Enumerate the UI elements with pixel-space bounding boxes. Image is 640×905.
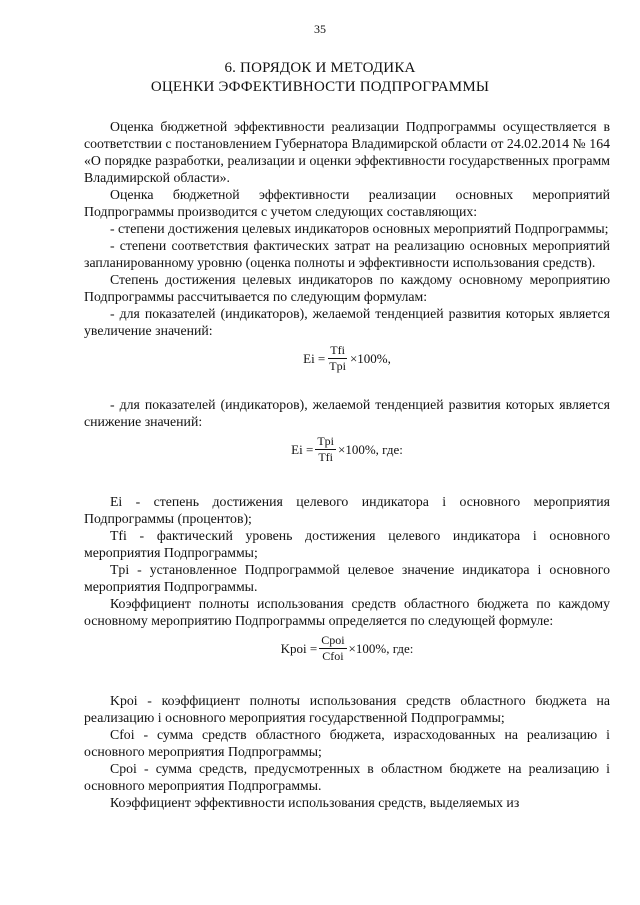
paragraph: - для показателей (индикаторов), желаемой тенденцией развития которых является увеличение значений: <box>84 306 610 338</box>
paragraph: Cfoi - сумма средств областного бюджета, израсходованных на реализацию i основного мероприятия Подпрограммы; <box>84 727 610 759</box>
formula-fraction <box>319 633 346 664</box>
paragraph: Степень достижения целевых индикаторов по каждому основному мероприятию Подпрограммы рассчитывается по следующим формулам: <box>84 272 610 304</box>
formula-fraction <box>315 434 336 465</box>
paragraph: Коэффициент эффективности использования средств, выделяемых из <box>110 795 520 810</box>
paragraph: Оценка бюджетной эффективности реализации Подпрограммы осуществляется в соответствии с постановлением Губернатора Владимирской области от 24.02.2014 № 164 «О порядке разработки, реализации и оценки эффективности государственных программ Владимирской области». <box>84 119 610 185</box>
formula-fraction <box>327 343 348 374</box>
paragraph: Оценка бюджетной эффективности реализации основных мероприятий Подпрограммы производится с учетом следующих составляющих: <box>84 187 610 219</box>
formula-rhs: ×100%, где: <box>337 442 403 457</box>
formula-decrease <box>84 434 610 465</box>
paragraph: Cpoi - сумма средств, предусмотренных в областном бюджете на реализацию i основного мероприятия Подпрограммы. <box>84 761 610 793</box>
paragraph: Tfi - фактический уровень достижения целевого индикатора i основного мероприятия Подпрограммы; <box>84 528 610 560</box>
section-heading-line-2: ОЦЕНКИ ЭФФЕКТИВНОСТИ ПОДПРОГРАММЫ <box>150 79 490 95</box>
paragraph: Kpoi - коэффициент полноты использования средств областного бюджета на реализацию i основного мероприятия государственной Подпрограммы; <box>84 693 610 725</box>
formula-budget-completeness <box>84 633 610 664</box>
paragraph: - для показателей (индикаторов), желаемой тенденцией развития которых является снижение значений: <box>84 397 610 429</box>
paragraph: Tpi - установленное Подпрограммой целевое значение индикатора i основного мероприятия Подпрограммы. <box>84 562 610 594</box>
paragraph: - степени соответствия фактических затрат на реализацию основных мероприятий запланированному уровню (оценка полноты и эффективности использования средств). <box>84 238 610 270</box>
formula-denominator: Cfoi <box>322 649 344 663</box>
page-number: 35 <box>314 22 326 36</box>
paragraph: Ei - степень достижения целевого индикатора i основного мероприятия Подпрограммы (процентов); <box>84 494 610 526</box>
formula-increase <box>84 343 610 374</box>
formula-lhs: Ei = <box>303 351 326 366</box>
spacer <box>84 668 610 692</box>
formula-lhs: Kpoi = <box>280 641 318 656</box>
formula-denominator: Tpi <box>329 359 346 373</box>
spacer <box>84 378 610 396</box>
formula-numerator: Tpi <box>317 434 334 448</box>
formula-lhs: Ei = <box>291 442 314 457</box>
paragraph: - степени достижения целевых индикаторов основных мероприятий Подпрограммы; <box>110 221 609 236</box>
paragraph: Коэффициент полноты использования средств областного бюджета по каждому основному мероприятию Подпрограммы определяется по следующей формуле: <box>84 596 610 628</box>
formula-numerator: Tfi <box>330 343 345 357</box>
formula-rhs: ×100%, <box>349 351 391 366</box>
formula-denominator: Tfi <box>318 450 333 464</box>
document-body <box>84 118 610 811</box>
section-heading-line-1: 6. ПОРЯДОК И МЕТОДИКА <box>224 60 416 76</box>
formula-rhs: ×100%, где: <box>348 641 414 656</box>
formula-numerator: Cpoi <box>321 633 345 647</box>
spacer <box>84 469 610 493</box>
